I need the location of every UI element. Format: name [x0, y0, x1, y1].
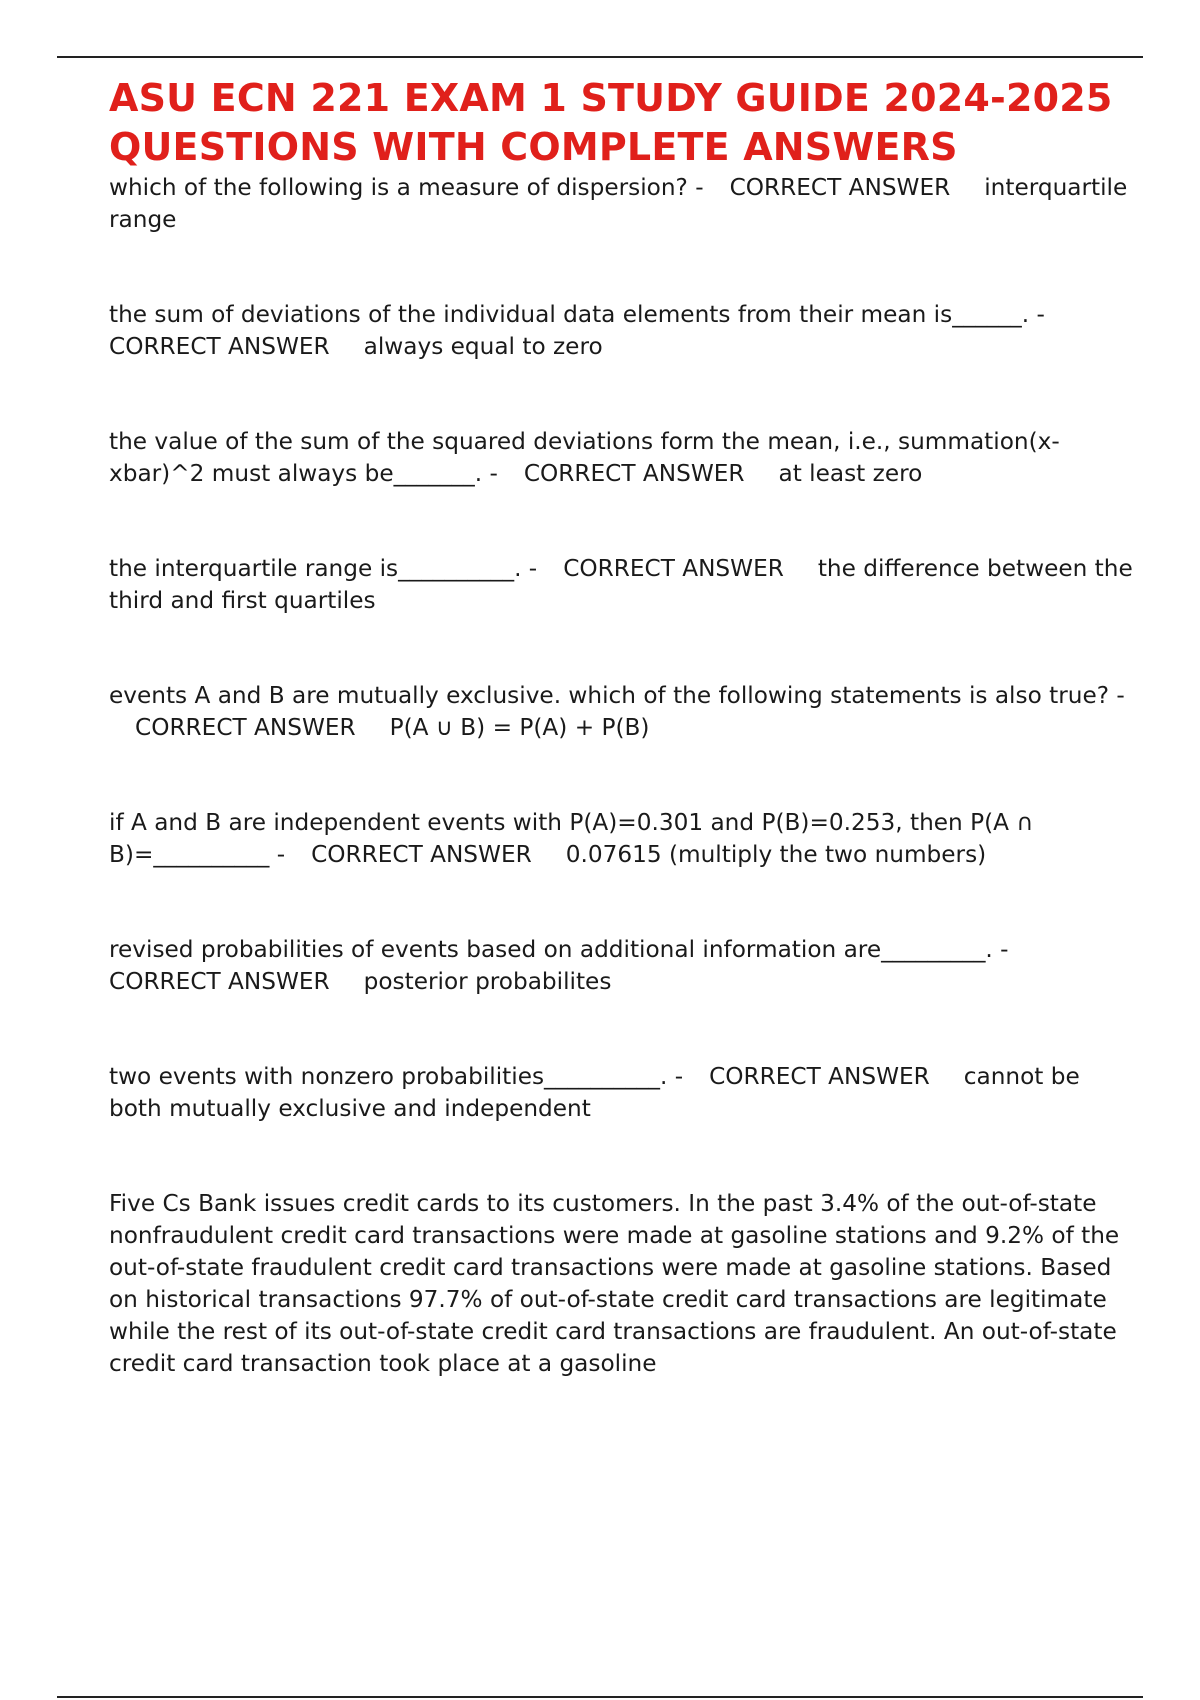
question-text: revised probabilities of events based on additional information are_________. -: [109, 936, 1009, 963]
qa-item-4: [109, 553, 1139, 617]
question-text: events A and B are mutually exclusive. which of the following statements is also true? -: [109, 682, 1125, 709]
question-text: which of the following is a measure of dispersion? -: [109, 174, 704, 201]
answer-label: CORRECT ANSWER: [109, 968, 330, 995]
qa-item-5: [109, 680, 1139, 744]
answer-label: CORRECT ANSWER: [311, 841, 532, 868]
question-text: the value of the sum of the squared deviations form the mean, i.e., summation(x-xbar)^2 must always be_______. -: [109, 428, 1060, 487]
qa-item-3: [109, 426, 1139, 490]
answer-label: CORRECT ANSWER: [709, 1063, 930, 1090]
answer-text: cannot be both mutually exclusive and independent: [109, 1063, 1080, 1122]
answer-text: at least zero: [778, 460, 923, 487]
qa-item-6: [109, 807, 1139, 871]
question-text: the interquartile range is__________. -: [109, 555, 538, 582]
question-text: the sum of deviations of the individual data elements from their mean is______. -: [109, 301, 1045, 328]
answer-text: P(A ∪ B) = P(A) + P(B): [389, 714, 650, 741]
answer-text: the difference between the third and first quartiles: [109, 555, 1133, 614]
question-text: two events with nonzero probabilities__________. -: [109, 1063, 684, 1090]
scenario-paragraph: Five Cs Bank issues credit cards to its customers. In the past 3.4% of the out-of-state nonfraudulent credit card transactions were made at gasoline stations and 9.2% of the out-of-state fraudulent credit card transactions were made at gasoline stations. Based on historical transactions 97.7% of out-of-state credit card transactions are legitimate while the rest of its out-of-state credit card transactions are fraudulent. An out-of-state credit card transaction took place at a gasoline: [109, 1190, 1120, 1377]
bottom-rule: [57, 1696, 1143, 1698]
document-body: [109, 74, 1139, 1380]
answer-label: CORRECT ANSWER: [729, 174, 951, 201]
qa-item-7: [109, 934, 1139, 998]
answer-label: CORRECT ANSWER: [523, 460, 745, 487]
qa-item-1: [109, 172, 1139, 236]
answer-text: 0.07615 (multiply the two numbers): [565, 841, 987, 868]
answer-label: CORRECT ANSWER: [135, 714, 356, 741]
answer-text: interquartile range: [109, 174, 1128, 233]
top-rule: [57, 56, 1143, 58]
answer-text: always equal to zero: [363, 333, 603, 360]
answer-text: posterior probabilites: [363, 968, 612, 995]
answer-label: CORRECT ANSWER: [109, 333, 330, 360]
document-title: ASU ECN 221 EXAM 1 STUDY GUIDE 2024-2025 QUESTIONS WITH COMPLETE ANSWERS: [109, 76, 1113, 169]
answer-label: CORRECT ANSWER: [563, 555, 784, 582]
question-text: if A and B are independent events with P(A)=0.301 and P(B)=0.253, then P(A ∩ B)=__________ -: [109, 809, 1034, 868]
qa-item-2: [109, 299, 1139, 363]
qa-item-8: [109, 1061, 1139, 1125]
